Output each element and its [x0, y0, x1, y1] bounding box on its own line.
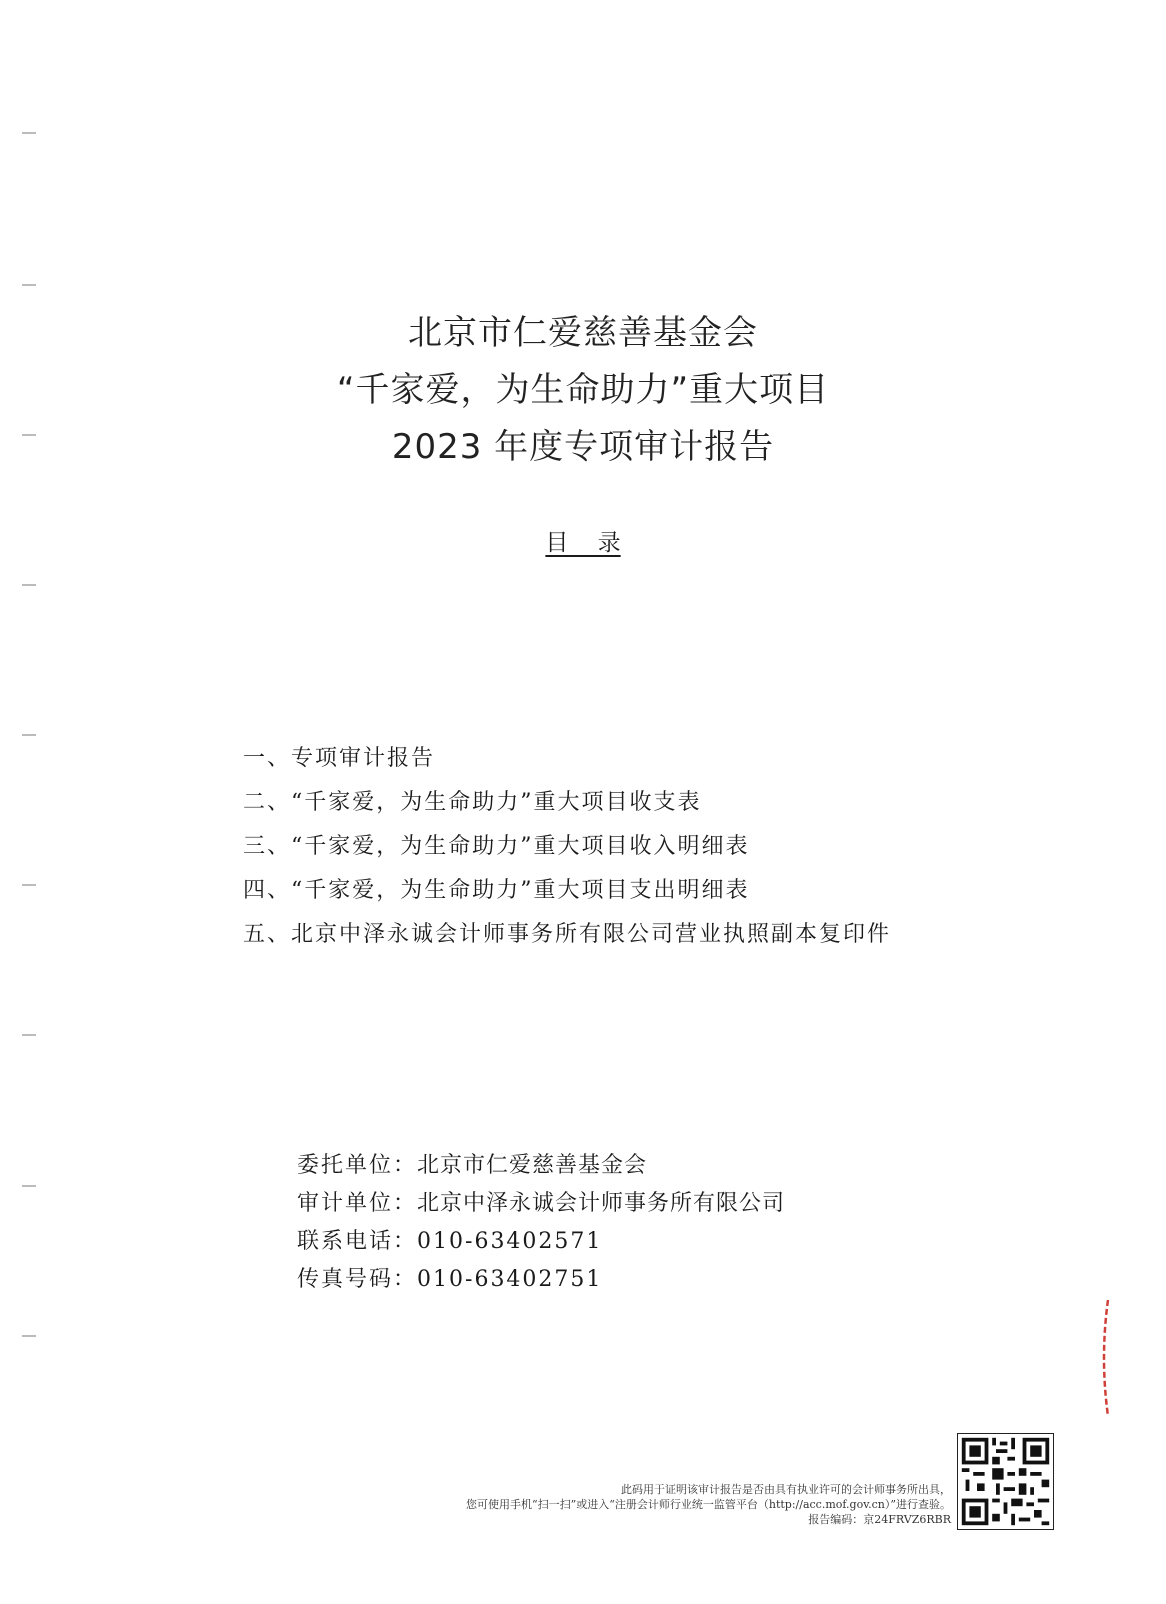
- toc-item: 一、专项审计报告: [243, 746, 436, 771]
- toc-item: 三、“千家爱，为生命助力”重大项目收入明细表: [243, 834, 750, 859]
- scan-mark: [22, 132, 36, 134]
- phone-row: [297, 1223, 785, 1261]
- scan-mark: [22, 1034, 36, 1036]
- toc-item: 四、“千家爱，为生命助力”重大项目支出明细表: [243, 878, 750, 903]
- report-code: 报告编码：京24FRVZ6RBR: [808, 1513, 951, 1526]
- client-row: [297, 1147, 785, 1185]
- fax-label: 传真号码：: [297, 1267, 418, 1292]
- auditor-value: 北京中泽永诚会计师事务所有限公司: [417, 1191, 786, 1216]
- title-organization: 北京市仁爱慈善基金会: [408, 313, 758, 353]
- client-value: 北京市仁爱慈善基金会: [417, 1153, 648, 1178]
- qr-code-icon: [957, 1433, 1054, 1530]
- verification-line-2: 您可使用手机“扫一扫”或进入“注册会计师行业统一监管平台（http://acc.mof.gov.cn）”进行查验。: [466, 1498, 951, 1511]
- verification-note: [191, 1482, 951, 1527]
- toc-heading-text: 目 录: [545, 530, 621, 556]
- phone-label: 联系电话：: [297, 1229, 418, 1254]
- auditor-row: [297, 1185, 785, 1223]
- scan-mark: [22, 584, 36, 586]
- toc-heading: [0, 524, 1166, 557]
- toc-item: 二、“千家爱，为生命助力”重大项目收支表: [243, 790, 702, 815]
- verification-line-1: 此码用于证明该审计报告是否由具有执业许可的会计师事务所出具，: [621, 1483, 951, 1496]
- auditor-label: 审计单位：: [297, 1191, 418, 1216]
- scan-mark: [22, 284, 36, 286]
- title-project: “千家爱，为生命助力”重大项目: [336, 370, 830, 410]
- table-of-contents: [243, 737, 1003, 957]
- scan-mark: [22, 884, 36, 886]
- fax-row: [297, 1261, 785, 1299]
- phone-value: 010-63402571: [417, 1229, 603, 1254]
- scan-mark: [22, 1185, 36, 1187]
- title-report: 2023 年度专项审计报告: [391, 427, 775, 467]
- client-label: 委托单位：: [297, 1153, 418, 1178]
- fax-value: 010-63402751: [417, 1267, 603, 1292]
- scan-mark: [22, 734, 36, 736]
- contact-info: [297, 1147, 785, 1299]
- toc-item: 五、北京中泽永诚会计师事务所有限公司营业执照副本复印件: [243, 922, 892, 947]
- scan-mark: [22, 1335, 36, 1337]
- red-seal-edge: [1098, 1298, 1110, 1418]
